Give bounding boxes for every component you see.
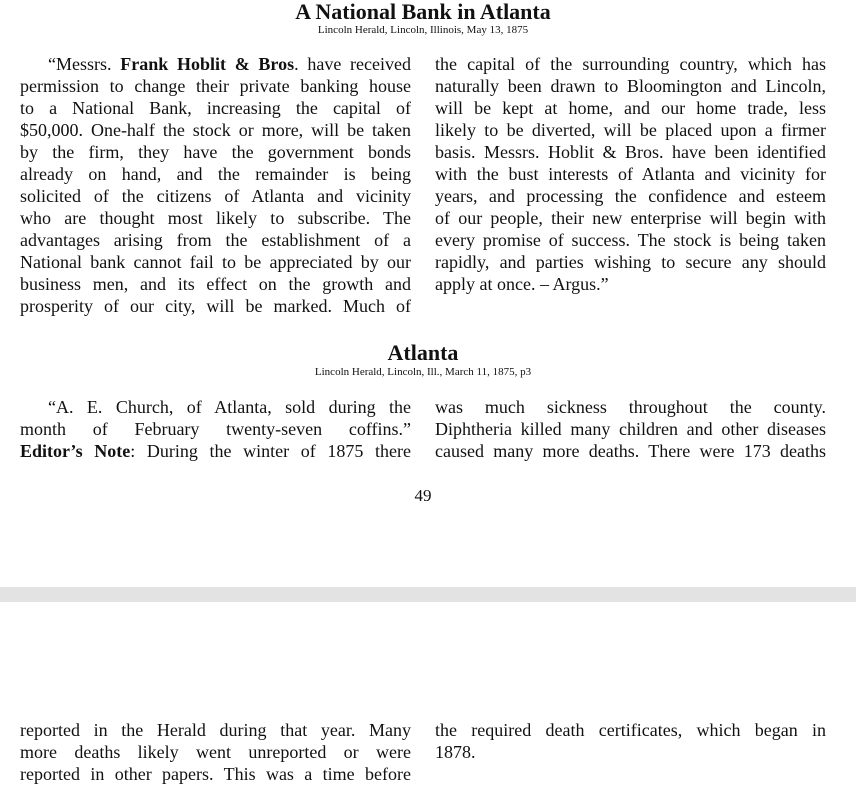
text-line: 1878. — [435, 742, 476, 762]
text-line: the required death certificates, which began in — [435, 720, 826, 740]
text-line: “Messrs. Frank Hoblit & Bros. have received — [48, 54, 411, 74]
article-right-column — [435, 396, 826, 462]
text-line: $50,000. One-half the stock or more, will be taken — [20, 120, 411, 140]
text-line: will be kept at home, and our home trade, less — [435, 98, 826, 118]
document-page-50 — [0, 602, 856, 793]
article-source: Lincoln Herald, Lincoln, Ill., March 11, 1875, p3 — [314, 366, 532, 378]
page-separator — [0, 587, 856, 602]
text-line: Editor’s Note: During the winter of 1875 there — [20, 441, 411, 461]
text-line: was much sickness throughout the county. — [435, 397, 826, 417]
text-line: solicited of the citizens of Atlanta and vicinity — [20, 186, 411, 206]
article-right-column — [435, 719, 826, 763]
text-line: basis. Messrs. Hoblit & Bros. have been identified — [435, 142, 826, 162]
text-line: with the bust interests of Atlanta and vicinity for — [435, 164, 826, 184]
text-line: Diphtheria killed many children and other diseases — [435, 419, 826, 439]
text-line: caused many more deaths. There were 173 deaths — [435, 441, 826, 461]
text-line: of our people, their new enterprise will begin with — [435, 208, 826, 228]
text-line: reported in other papers. This was a time before — [20, 764, 411, 784]
text-line: who are thought most likely to subscribe. The — [20, 208, 411, 228]
article-source: Lincoln Herald, Lincoln, Illinois, May 13, 1875 — [317, 24, 529, 36]
text-line: already on hand, and the remainder is being — [20, 164, 411, 184]
article-title: A National Bank in Atlanta — [295, 0, 551, 24]
article-left-column — [20, 396, 411, 462]
text-line: month of February twenty-seven coffins.” — [20, 419, 411, 439]
text-line: apply at once. – Argus.” — [435, 274, 609, 294]
text-line: more deaths likely went unreported or were — [20, 742, 411, 762]
article-title: Atlanta — [387, 340, 459, 365]
text-line: advantages arising from the establishment of a — [20, 230, 411, 250]
text-line: likely to be diverted, will be placed upon a firmer — [435, 120, 826, 140]
text-line: by the firm, they have the government bonds — [20, 142, 411, 162]
text-line: years, and processing the confidence and esteem — [435, 186, 826, 206]
page-number: 49 — [414, 486, 432, 505]
text-line: “A. E. Church, of Atlanta, sold during the — [48, 397, 411, 417]
text-line: every promise of success. The stock is being taken — [435, 230, 826, 250]
text-line: permission to change their private banking house — [20, 76, 411, 96]
text-line: National bank cannot fail to be appreciated by our — [20, 252, 411, 272]
text-line: to a National Bank, increasing the capital of — [20, 98, 411, 118]
text-line: prosperity of our city, will be marked. Much of — [20, 296, 411, 316]
article-left-column — [20, 719, 411, 785]
text-line: naturally been drawn to Bloomington and Lincoln, — [435, 76, 826, 96]
text-line: rapidly, and parties wishing to secure any should — [435, 252, 826, 272]
text-line: reported in the Herald during that year. Many — [20, 720, 411, 740]
text-line: the capital of the surrounding country, which has — [435, 54, 826, 74]
article-right-column — [435, 53, 826, 295]
bold-name: Frank Hoblit & Bros — [120, 54, 295, 74]
text-line: business men, and its effect on the growth and — [20, 274, 411, 294]
editors-note-label: Editor’s Note — [20, 441, 131, 461]
article-left-column — [20, 53, 411, 317]
